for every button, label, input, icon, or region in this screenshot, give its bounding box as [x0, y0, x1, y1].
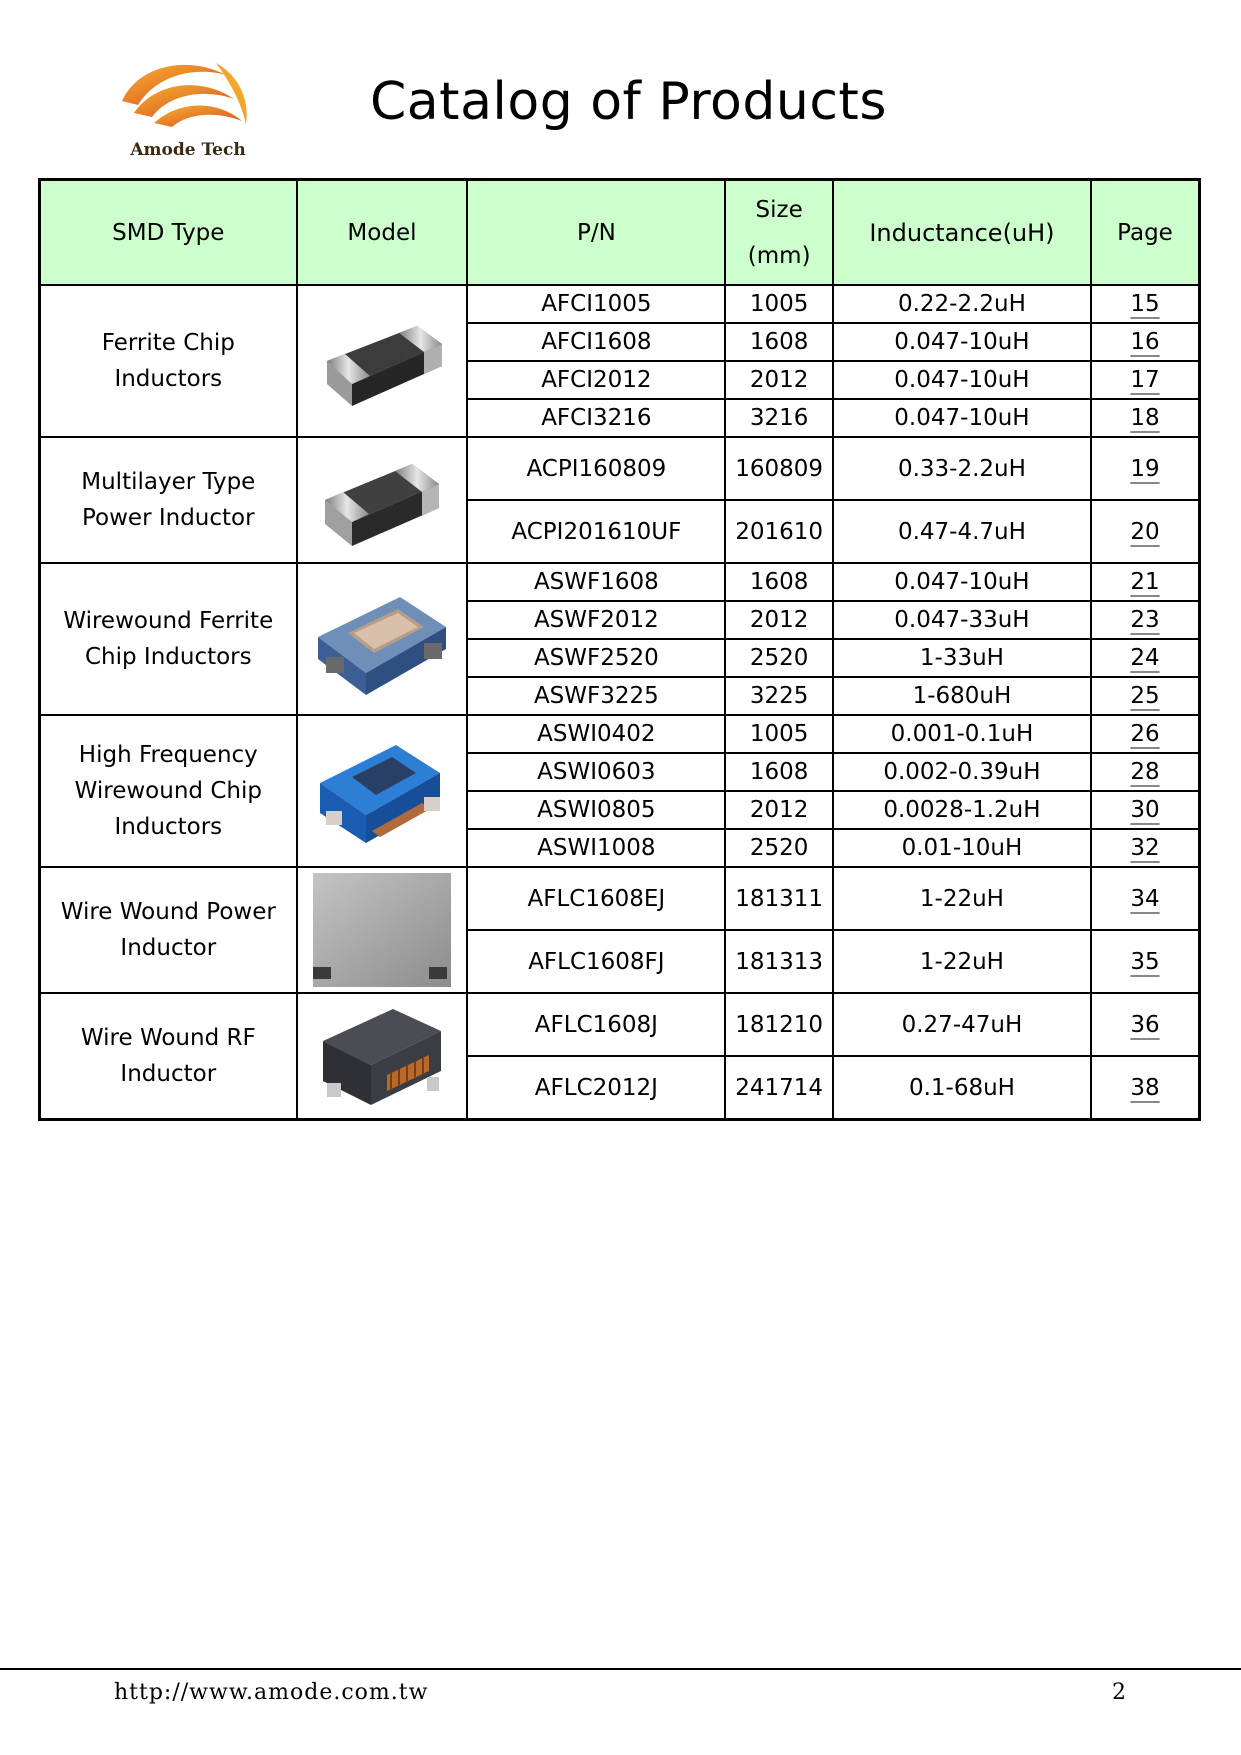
size-cell: 1005 — [725, 285, 832, 323]
wire-wound-rf-inductor-image — [297, 993, 468, 1120]
type-cell-high-frequency-wirewound — [40, 715, 297, 867]
product-catalog-table — [38, 178, 1201, 1121]
page-number[interactable]: 28 — [1130, 759, 1160, 785]
pn-cell: ACPI160809 — [467, 437, 725, 500]
inductance-cell: 0.001-0.1uH — [833, 715, 1091, 753]
header-size-line2: (mm) — [747, 242, 811, 269]
page-link[interactable] — [1091, 867, 1200, 930]
inductance-cell: 0.33-2.2uH — [833, 437, 1091, 500]
pn-cell: ASWF2012 — [467, 601, 725, 639]
page-link[interactable] — [1091, 285, 1200, 323]
inductance-cell: 1-33uH — [833, 639, 1091, 677]
page-link[interactable] — [1091, 323, 1200, 361]
page-number[interactable]: 23 — [1130, 607, 1160, 633]
page-link[interactable] — [1091, 753, 1200, 791]
table-row — [40, 715, 1200, 753]
page-link[interactable] — [1091, 361, 1200, 399]
type-line: Power Inductor — [82, 505, 255, 531]
inductance-cell: 1-22uH — [833, 867, 1091, 930]
page-number[interactable]: 15 — [1130, 291, 1160, 317]
size-cell: 201610 — [725, 500, 832, 563]
size-cell: 2012 — [725, 601, 832, 639]
header-page: Page — [1091, 180, 1200, 286]
pn-cell: ASWF3225 — [467, 677, 725, 715]
wirewound-ferrite-chip-image — [297, 563, 468, 715]
pn-cell: AFLC2012J — [467, 1056, 725, 1120]
size-cell: 1608 — [725, 753, 832, 791]
table-row — [40, 437, 1200, 500]
type-line: Inductor — [120, 1061, 217, 1087]
page-number[interactable]: 34 — [1130, 885, 1160, 912]
table-row — [40, 993, 1200, 1056]
size-cell: 181210 — [725, 993, 832, 1056]
brand-name: Amode Tech — [130, 140, 246, 160]
page-link[interactable] — [1091, 437, 1200, 500]
inductance-cell: 0.047-33uH — [833, 601, 1091, 639]
header-size-line1: Size — [755, 196, 803, 223]
size-cell: 2012 — [725, 791, 832, 829]
page-number[interactable]: 18 — [1130, 405, 1160, 431]
type-line: Ferrite Chip — [101, 330, 235, 356]
page-link[interactable] — [1091, 639, 1200, 677]
size-cell: 1608 — [725, 323, 832, 361]
inductance-cell: 1-22uH — [833, 930, 1091, 993]
pn-cell: ASWI0805 — [467, 791, 725, 829]
type-cell-wirewound-ferrite — [40, 563, 297, 715]
inductance-cell: 0.22-2.2uH — [833, 285, 1091, 323]
type-cell-wire-wound-power — [40, 867, 297, 993]
pn-cell: AFCI2012 — [467, 361, 725, 399]
table-row — [40, 867, 1200, 930]
pn-cell: ASWI0402 — [467, 715, 725, 753]
size-cell: 2520 — [725, 639, 832, 677]
page-number[interactable]: 17 — [1130, 367, 1160, 393]
size-cell: 160809 — [725, 437, 832, 500]
size-cell: 181313 — [725, 930, 832, 993]
size-cell: 3225 — [725, 677, 832, 715]
page-link[interactable] — [1091, 1056, 1200, 1120]
size-cell: 2520 — [725, 829, 832, 867]
type-line: Wire Wound Power — [60, 899, 276, 925]
header-size — [725, 180, 832, 286]
inductance-cell: 1-680uH — [833, 677, 1091, 715]
pn-cell: AFLC1608J — [467, 993, 725, 1056]
type-line: Wire Wound RF — [80, 1025, 256, 1051]
header-pn: P/N — [467, 180, 725, 286]
page-number[interactable]: 20 — [1130, 518, 1160, 545]
page-number[interactable]: 35 — [1130, 948, 1160, 975]
page-link[interactable] — [1091, 715, 1200, 753]
pn-cell: ASWF1608 — [467, 563, 725, 601]
page-link[interactable] — [1091, 829, 1200, 867]
pn-cell: AFCI3216 — [467, 399, 725, 437]
page-number[interactable]: 16 — [1130, 329, 1160, 355]
type-cell-multilayer-power — [40, 437, 297, 563]
footer-url-link[interactable]: http://www.amode.com.tw — [114, 1680, 429, 1705]
pn-cell: ASWI0603 — [467, 753, 725, 791]
inductance-cell: 0.047-10uH — [833, 399, 1091, 437]
multilayer-power-inductor-image — [297, 437, 468, 563]
size-cell: 2012 — [725, 361, 832, 399]
page-link[interactable] — [1091, 993, 1200, 1056]
page-number[interactable]: 32 — [1130, 835, 1160, 861]
page-number[interactable]: 21 — [1130, 569, 1160, 595]
table-row — [40, 285, 1200, 323]
page-number[interactable]: 36 — [1130, 1011, 1160, 1038]
type-line: Wirewound Ferrite — [63, 608, 274, 634]
size-cell: 3216 — [725, 399, 832, 437]
type-cell-wire-wound-rf — [40, 993, 297, 1120]
page-link[interactable] — [1091, 601, 1200, 639]
pn-cell: AFLC1608FJ — [467, 930, 725, 993]
type-line: High Frequency — [78, 742, 258, 768]
high-frequency-wirewound-image — [297, 715, 468, 867]
inductance-cell: 0.47-4.7uH — [833, 500, 1091, 563]
page-number[interactable]: 24 — [1130, 645, 1160, 671]
table-header-row — [40, 180, 1200, 286]
footer-page-number: 2 — [1112, 1680, 1126, 1705]
page-link[interactable] — [1091, 791, 1200, 829]
page-number[interactable]: 25 — [1130, 683, 1160, 709]
type-line: Wirewound Chip — [74, 778, 262, 804]
pn-cell: ASWI1008 — [467, 829, 725, 867]
inductance-cell: 0.01-10uH — [833, 829, 1091, 867]
type-line: Inductor — [120, 935, 217, 961]
inductance-cell: 0.002-0.39uH — [833, 753, 1091, 791]
inductance-cell: 0.27-47uH — [833, 993, 1091, 1056]
wire-wound-power-inductor-image — [297, 867, 468, 993]
header-inductance: Inductance(uH) — [833, 180, 1091, 286]
header-smd-type: SMD Type — [40, 180, 297, 286]
page-link[interactable] — [1091, 677, 1200, 715]
page-number[interactable]: 38 — [1130, 1074, 1160, 1101]
page-number[interactable]: 26 — [1130, 721, 1160, 747]
inductance-cell: 0.047-10uH — [833, 563, 1091, 601]
size-cell: 241714 — [725, 1056, 832, 1120]
page-number[interactable]: 30 — [1130, 797, 1160, 823]
page-link[interactable] — [1091, 500, 1200, 563]
size-cell: 1608 — [725, 563, 832, 601]
brand-swoosh-icon — [118, 55, 258, 145]
inductance-cell: 0.047-10uH — [833, 323, 1091, 361]
page-link[interactable] — [1091, 930, 1200, 993]
pn-cell: ACPI201610UF — [467, 500, 725, 563]
type-cell-ferrite-chip — [40, 285, 297, 437]
page-number[interactable]: 19 — [1130, 455, 1160, 482]
size-cell: 181311 — [725, 867, 832, 930]
inductance-cell: 0.1-68uH — [833, 1056, 1091, 1120]
brand-logo — [118, 55, 258, 165]
ferrite-chip-inductor-image — [297, 285, 468, 437]
type-line: Inductors — [114, 366, 223, 392]
page-link[interactable] — [1091, 563, 1200, 601]
pn-cell: AFCI1608 — [467, 323, 725, 361]
type-line: Inductors — [114, 814, 223, 840]
footer-divider — [0, 1668, 1241, 1670]
type-line: Chip Inductors — [84, 644, 252, 670]
type-line: Multilayer Type — [81, 469, 256, 495]
inductance-cell: 0.047-10uH — [833, 361, 1091, 399]
header-model: Model — [297, 180, 468, 286]
page-link[interactable] — [1091, 399, 1200, 437]
size-cell: 1005 — [725, 715, 832, 753]
pn-cell: AFCI1005 — [467, 285, 725, 323]
inductance-cell: 0.0028-1.2uH — [833, 791, 1091, 829]
pn-cell: ASWF2520 — [467, 639, 725, 677]
table-row — [40, 563, 1200, 601]
pn-cell: AFLC1608EJ — [467, 867, 725, 930]
page-title: Catalog of Products — [370, 72, 887, 132]
